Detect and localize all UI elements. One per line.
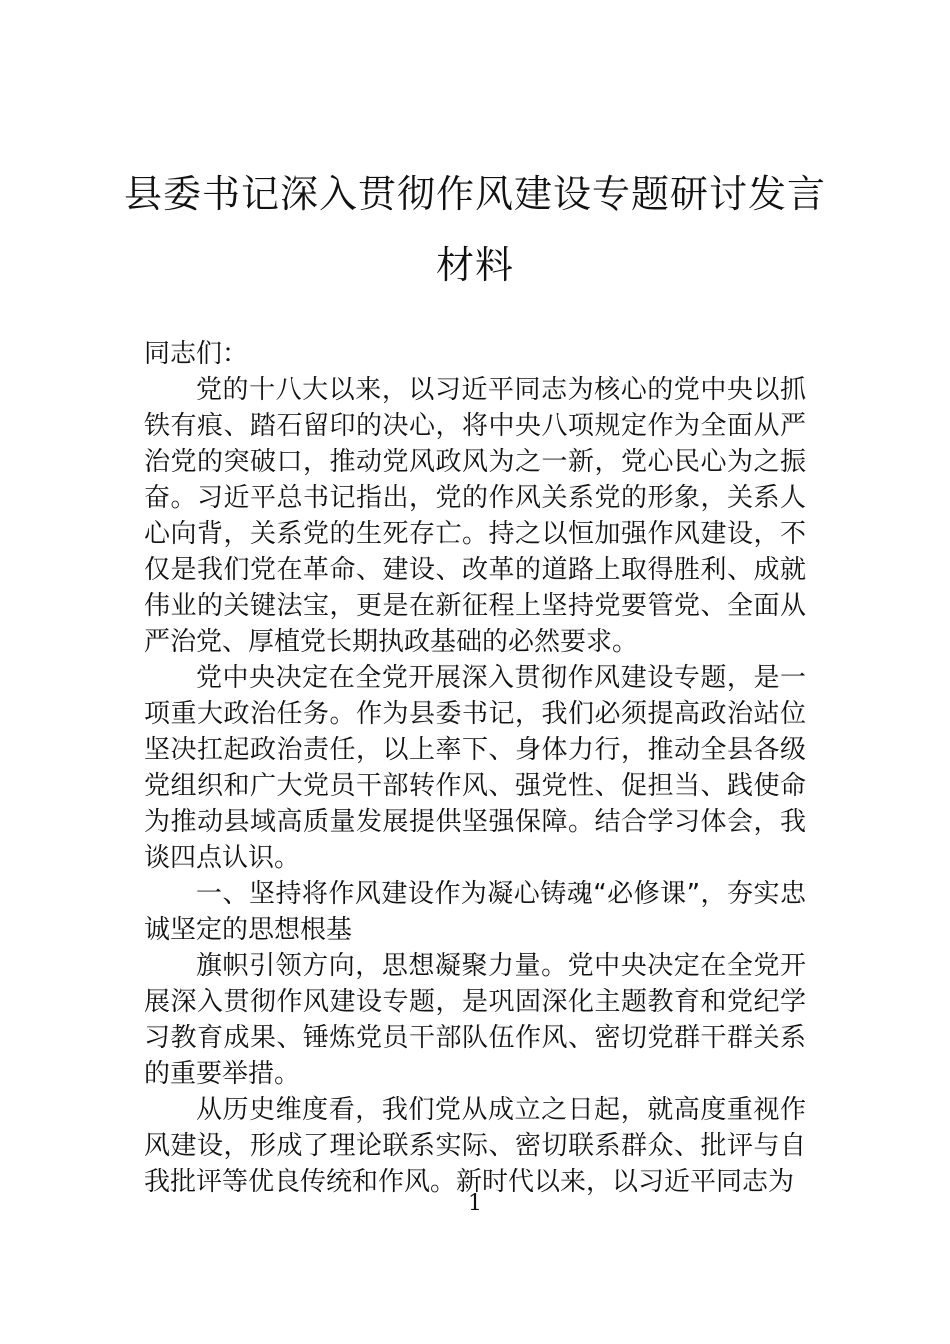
document-title-line-2: 材料	[435, 243, 514, 287]
paragraph-3: 旗帜引领方向，思想凝聚力量。党中央决定在全党开展深入贯彻作风建设专题，是巩固深化主题教育和党纪学习教育成果、锤炼党员干部队伍作风、密切党群干群关系的重要举措。	[144, 951, 806, 1089]
section-heading-1: 一、坚持将作风建设作为凝心铸魂“必修课”，夯实忠诚坚定的思想根基	[144, 879, 806, 945]
greeting: 同志们：	[144, 339, 249, 369]
document-body	[144, 336, 806, 1200]
document-title-line-1: 县委书记深入贯彻作风建设专题研讨发言	[123, 172, 826, 216]
page-number: 1	[468, 1191, 482, 1216]
paragraph-4: 从历史维度看，我们党从成立之日起，就高度重视作风建设，形成了理论联系实际、密切联系群众、批评与自我批评等优良传统和作风。新时代以来，以习近平同志为	[144, 1095, 806, 1197]
paragraph-2: 党中央决定在全党开展深入贯彻作风建设专题，是一项重大政治任务。作为县委书记，我们必须提高政治站位坚决扛起政治责任，以上率下、身体力行，推动全县各级党组织和广大党员干部转作风、强党性、促担当、践使命为推动县域高质量发展提供坚强保障。结合学习体会，我谈四点认识。	[144, 663, 806, 873]
paragraph-1: 党的十八大以来，以习近平同志为核心的党中央以抓铁有痕、踏石留印的决心，将中央八项规定作为全面从严治党的突破口，推动党风政风为之一新，党心民心为之振奋。习近平总书记指出，党的作风关系党的形象，关系人心向背，关系党的生死存亡。持之以恒加强作风建设，不仅是我们党在革命、建设、改革的道路上取得胜利、成就伟业的关键法宝，更是在新征程上坚持党要管党、全面从严治党、厚植党长期执政基础的必然要求。	[144, 375, 806, 657]
